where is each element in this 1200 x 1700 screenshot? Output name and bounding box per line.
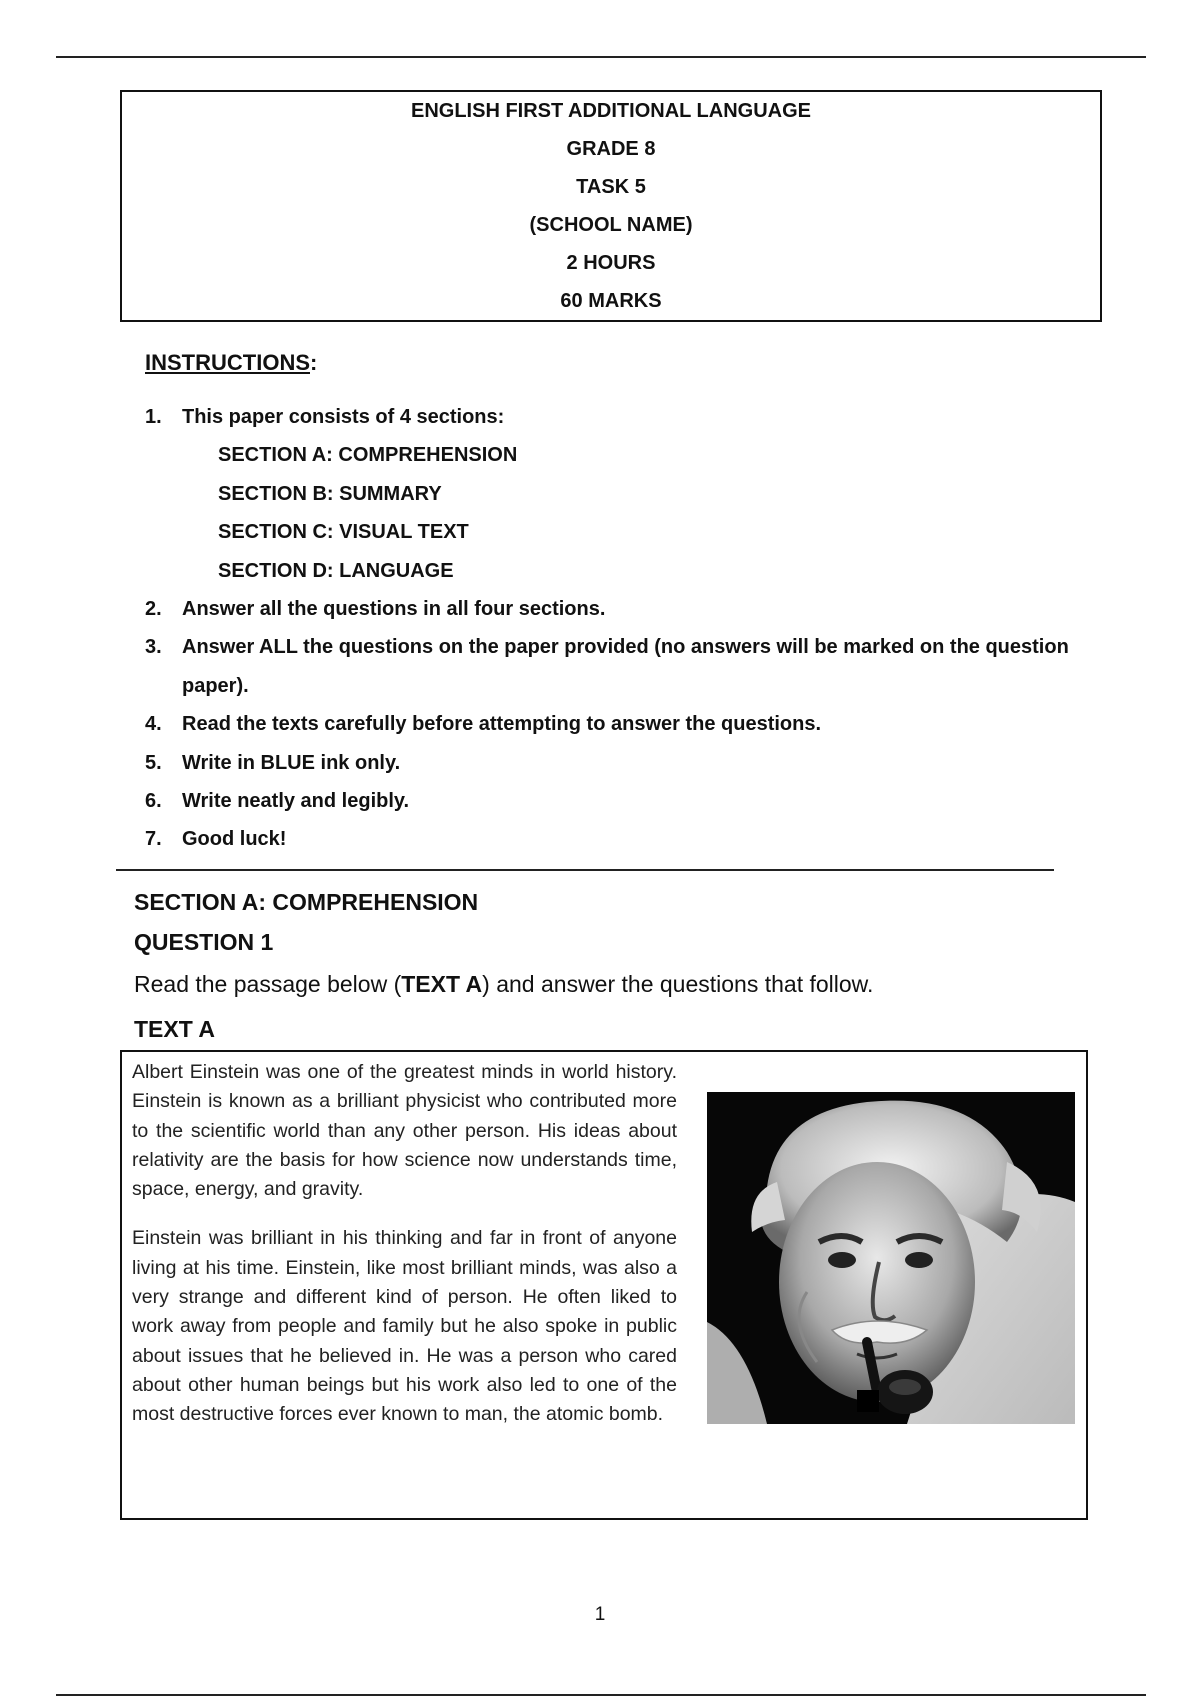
instructions-heading: INSTRUCTIONS: <box>145 350 318 375</box>
section-list-item: SECTION D: LANGUAGE <box>218 559 454 582</box>
instruction-item: 5. Write in BLUE ink only. <box>145 751 401 774</box>
section-list-item: SECTION C: VISUAL TEXT <box>218 521 469 544</box>
instruction-item: 4. Read the texts carefully before attempting to answer the questions. <box>145 713 822 736</box>
school-name: (SCHOOL NAME) <box>529 214 693 236</box>
einstein-portrait-image <box>707 1092 1075 1424</box>
instruction-item: 1. This paper consists of 4 sections: <box>145 406 505 428</box>
instruction-item: 2. Answer all the questions in all four sections. <box>145 598 606 621</box>
text-a-label: TEXT A <box>134 1016 215 1042</box>
top-rule <box>56 56 1146 58</box>
bottom-rule <box>56 1694 1146 1696</box>
instruction-item: 6. Write neatly and legibly. <box>145 790 410 813</box>
instruction-item: 3. Answer ALL the questions on the paper provided (no answers will be marked on the question paper). <box>145 636 1069 697</box>
paper-header-box <box>120 90 1102 322</box>
section-list-item: SECTION B: SUMMARY <box>218 482 442 505</box>
question-heading: QUESTION 1 <box>134 929 274 955</box>
instructions-list <box>145 398 1075 859</box>
page-number: 1 <box>594 1604 606 1625</box>
grade-label: GRADE 8 <box>566 138 656 160</box>
section-a-title: SECTION A: COMPREHENSION <box>134 889 479 915</box>
marks-label: 60 MARKS <box>560 290 662 312</box>
instruction-item: 7. Good luck! <box>145 828 287 851</box>
subject-title: ENGLISH FIRST ADDITIONAL LANGUAGE <box>411 100 811 122</box>
passage-paragraph: Einstein was brilliant in his thinking and far in front of anyone living at his time. Einstein, like most brilliant minds, was also a very strange and different kind of person. He often liked to work away from people and family but he also spoke in public about issues that he believed in. He was a person who cared about other human beings but his work also led to one of the most destructive forces ever known to man, the atomic bomb. <box>132 1227 677 1426</box>
question-prompt: Read the passage below (TEXT A) and answer the questions that follow. <box>134 971 874 997</box>
passage-box <box>120 1050 1088 1520</box>
duration-label: 2 HOURS <box>566 252 656 274</box>
section-divider <box>116 869 1054 871</box>
passage-paragraph: Albert Einstein was one of the greatest minds in world history. Einstein is known as a brilliant physicist who contributed more to the scientific world than any other person. His ideas about relativity are the basis for how science now understands time, space, energy, and gravity. <box>132 1061 677 1201</box>
passage-text <box>132 1058 677 1450</box>
section-list-item: SECTION A: COMPREHENSION <box>218 444 518 467</box>
task-label: TASK 5 <box>576 176 646 198</box>
